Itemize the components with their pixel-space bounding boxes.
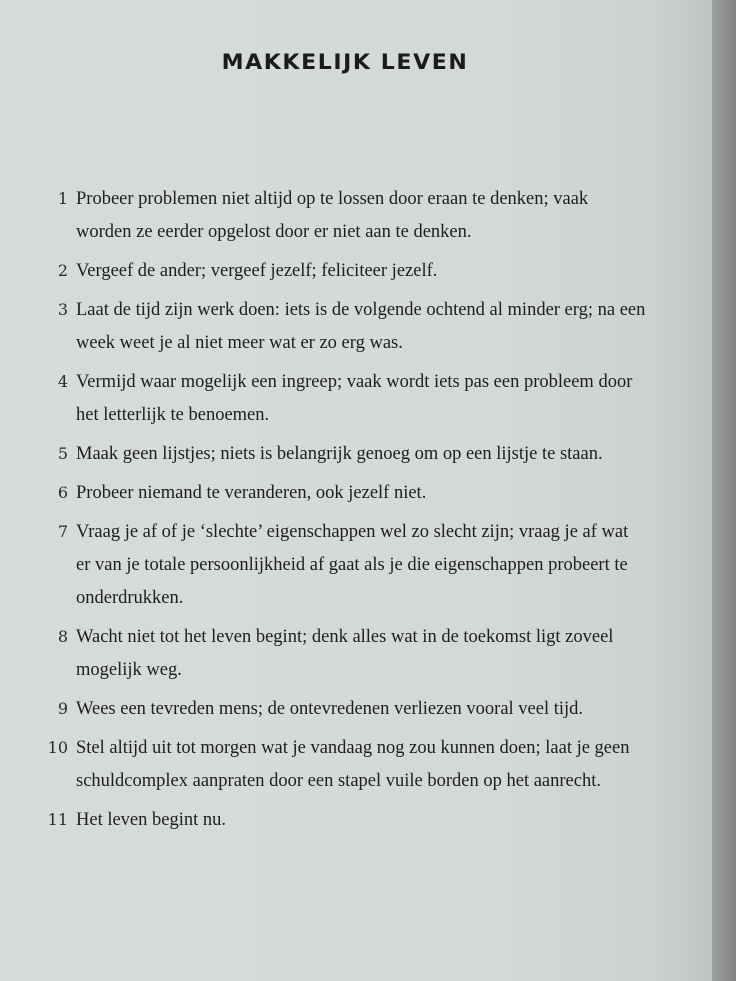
item-number: 3 xyxy=(57,300,68,319)
item-number: 6 xyxy=(57,483,68,502)
item-number: 4 xyxy=(57,372,68,391)
list-item xyxy=(42,516,647,615)
item-text: Vraag je af of je ‘slechte’ eigenschappen wel zo slecht zijn; vraag je af wat er van je totale persoonlijkheid af gaat als je die eigenschappen probeert te onderdrukken. xyxy=(76,522,629,608)
list-item xyxy=(42,477,647,510)
item-text: Probeer niemand te veranderen, ook jezelf niet. xyxy=(76,483,427,503)
item-number: 11 xyxy=(47,810,68,829)
item-text: Maak geen lijstjes; niets is belangrijk genoeg om op een lijstje te staan. xyxy=(76,444,603,464)
book-edge xyxy=(712,0,736,981)
item-number: 8 xyxy=(57,627,68,646)
item-text: Wacht niet tot het leven begint; denk alles wat in de toekomst ligt zoveel mogelijk weg. xyxy=(76,627,614,680)
item-text: Laat de tijd zijn werk doen: iets is de volgende ochtend al minder erg; na een week weet je al niet meer wat er zo erg was. xyxy=(76,300,646,353)
list-item xyxy=(42,621,647,687)
item-number: 1 xyxy=(57,189,68,208)
item-text: Probeer problemen niet altijd op te lossen door eraan te denken; vaak worden ze eerder opgelost door er niet aan te denken. xyxy=(76,189,589,242)
item-text: Stel altijd uit tot morgen wat je vandaag nog zou kunnen doen; laat je geen schuldcomplex aanpraten door een stapel vuile borden op het aanrecht. xyxy=(76,738,630,791)
list-item xyxy=(42,693,647,726)
item-text: Vermijd waar mogelijk een ingreep; vaak wordt iets pas een probleem door het letterlijk te benoemen. xyxy=(76,372,633,425)
rules-list xyxy=(42,183,647,843)
list-item xyxy=(42,255,647,288)
list-item xyxy=(42,438,647,471)
page-title: MAKKELIJK LEVEN xyxy=(221,50,469,74)
item-number: 2 xyxy=(57,261,68,280)
item-number: 7 xyxy=(57,522,68,541)
item-number: 10 xyxy=(47,738,68,757)
item-text: Wees een tevreden mens; de ontevredenen verliezen vooral veel tijd. xyxy=(76,699,584,719)
list-item xyxy=(42,183,647,249)
list-item xyxy=(42,366,647,432)
item-text: Het leven begint nu. xyxy=(76,810,227,830)
list-item xyxy=(42,732,647,798)
list-item xyxy=(42,804,647,837)
item-number: 5 xyxy=(57,444,68,463)
item-text: Vergeef de ander; vergeef jezelf; feliciteer jezelf. xyxy=(76,261,438,281)
item-number: 9 xyxy=(57,699,68,718)
list-item xyxy=(42,294,647,360)
